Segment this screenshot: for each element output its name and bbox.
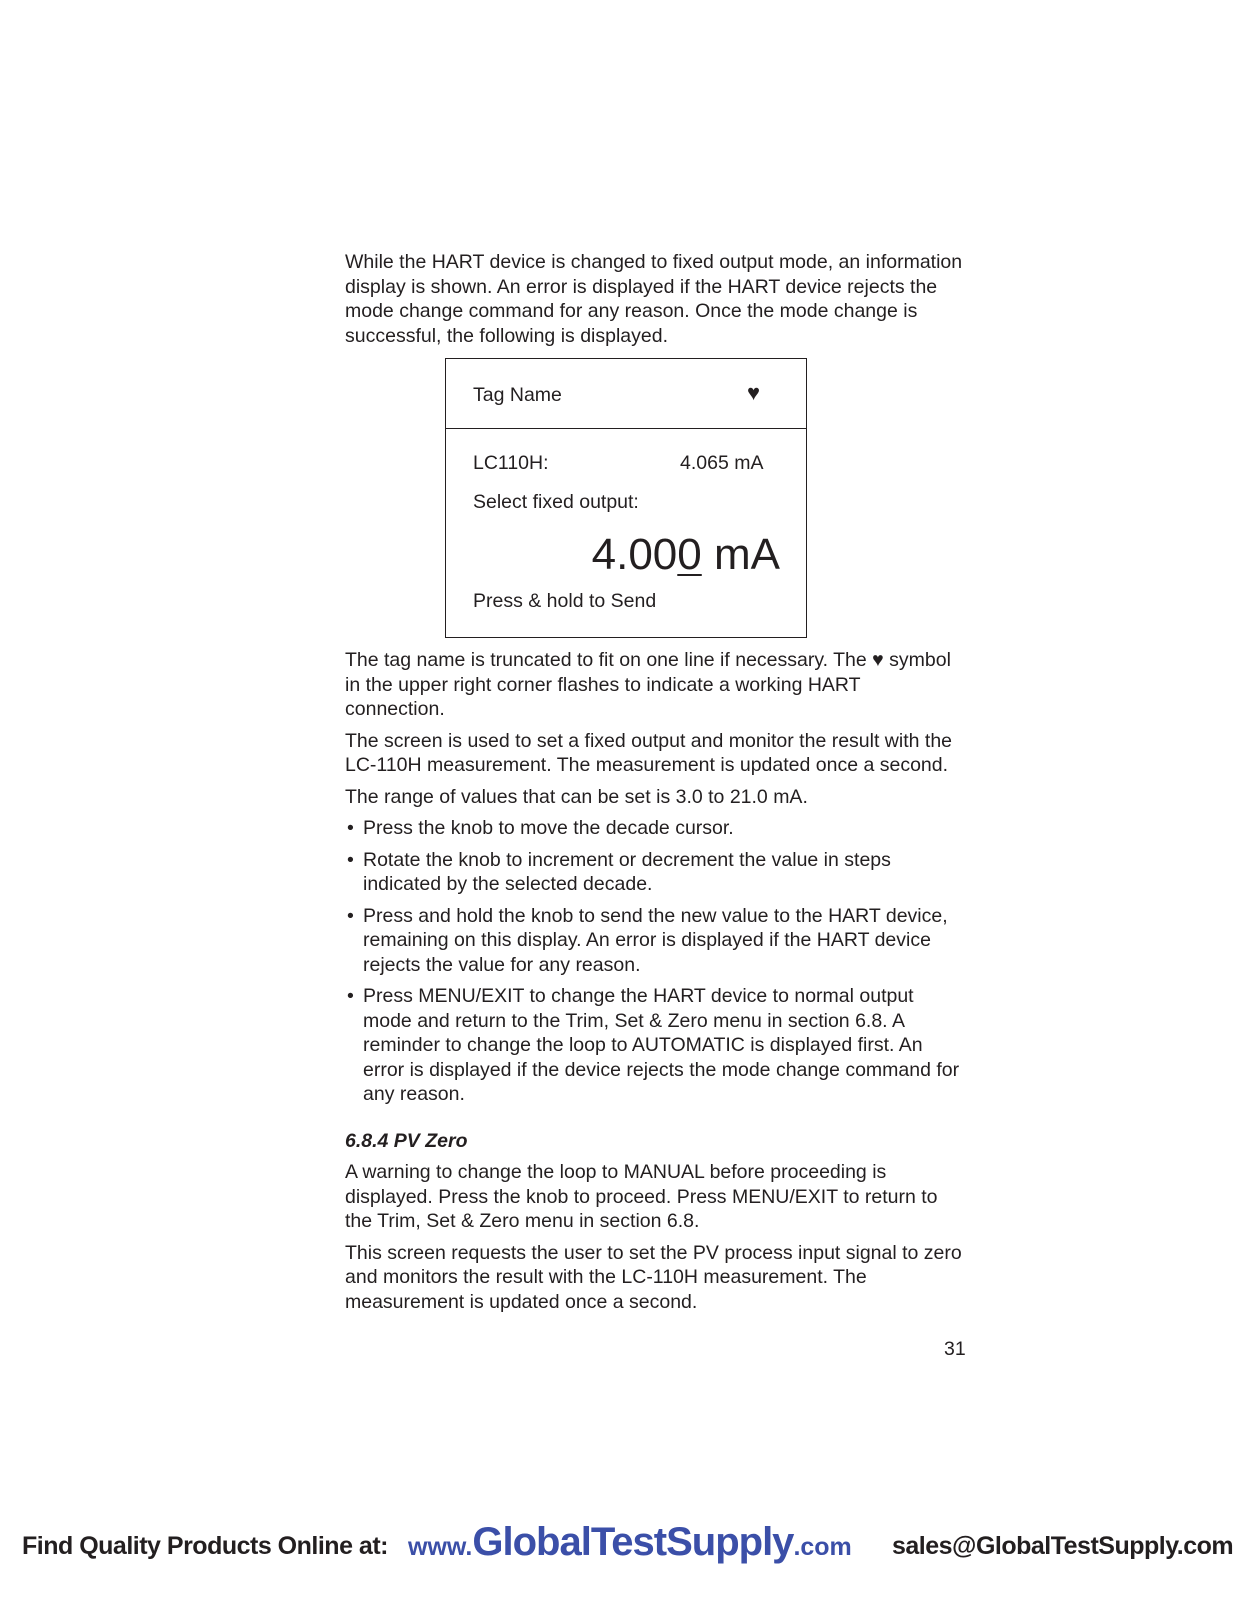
body-paragraph: The tag name is truncated to fit on one line if necessary. The ♥ symbol in the upper right corner flashes to indicate a working HART connection.	[345, 649, 951, 720]
measurement-value: 4.065 mA	[680, 452, 764, 474]
display-header	[446, 359, 806, 429]
list-item	[345, 816, 965, 841]
url-brand: GlobalTestSupply	[472, 1520, 794, 1564]
fixed-output-value	[592, 529, 780, 581]
list-item-text: Press MENU/EXIT to change the HART device to normal output mode and return to the Trim, Set & Zero menu in section 6.8. A reminder to change the loop to AUTOMATIC is displayed first. An error is displayed if the device rejects the mode change command for any reason.	[363, 985, 960, 1105]
footer-email-link[interactable]: sales@GlobalTestSupply.com	[892, 1532, 1234, 1560]
intro-paragraph: While the HART device is changed to fixed output mode, an information display is shown. An error is displayed if the HART device rejects the mode change command for any reason. Once the mode change is successful, the following is displayed.	[345, 251, 963, 347]
instruction-list	[345, 816, 965, 1107]
section-paragraph: A warning to change the loop to MANUAL before proceeding is displayed. Press the knob to proceed. Press MENU/EXIT to return to the Trim, Set & Zero menu in section 6.8.	[345, 1161, 938, 1232]
value-unit: mA	[701, 530, 780, 579]
device-label: LC110H:	[473, 452, 549, 474]
send-hint: Press & hold to Send	[473, 590, 657, 612]
heart-icon: ♥	[746, 380, 760, 405]
url-suffix: .com	[793, 1533, 852, 1561]
tag-name-label: Tag Name	[473, 384, 562, 406]
list-item-text: Press and hold the knob to send the new value to the HART device, remaining on this display. An error is displayed if the HART device rejects the value for any reason.	[363, 904, 948, 976]
list-item	[345, 848, 965, 897]
page-content	[345, 250, 965, 1321]
body-paragraph: The range of values that can be set is 3.0 to 21.0 mA.	[345, 785, 808, 808]
list-item-text: Rotate the knob to increment or decrement the value in steps indicated by the selected decade.	[363, 848, 891, 895]
list-item	[345, 984, 965, 1107]
body-paragraph: The screen is used to set a fixed output and monitor the result with the LC-110H measurement. The measurement is updated once a second.	[345, 729, 953, 776]
decade-cursor-digit: 0	[677, 530, 702, 579]
page-number: 31	[944, 1338, 966, 1360]
display-body	[446, 429, 806, 637]
list-item	[345, 904, 965, 978]
value-digits: 4.00	[591, 530, 678, 579]
select-output-label: Select fixed output:	[473, 491, 639, 513]
url-prefix: www.	[408, 1533, 473, 1561]
list-item-text: Press the knob to move the decade cursor.	[363, 817, 734, 839]
device-display-illustration	[445, 358, 807, 638]
section-paragraph: This screen requests the user to set the PV process input signal to zero and monitors the result with the LC-110H measurement. The measurement is updated once a second.	[345, 1241, 962, 1313]
footer-website-link[interactable]	[408, 1520, 852, 1565]
bullet-icon: •	[347, 848, 354, 871]
footer-banner	[0, 1520, 1237, 1570]
section-heading: 6.8.4 PV Zero	[345, 1129, 468, 1152]
footer-tagline: Find Quality Products Online at:	[22, 1532, 388, 1560]
bullet-icon: •	[347, 817, 354, 839]
bullet-icon: •	[347, 904, 354, 927]
bullet-icon: •	[347, 985, 354, 1007]
